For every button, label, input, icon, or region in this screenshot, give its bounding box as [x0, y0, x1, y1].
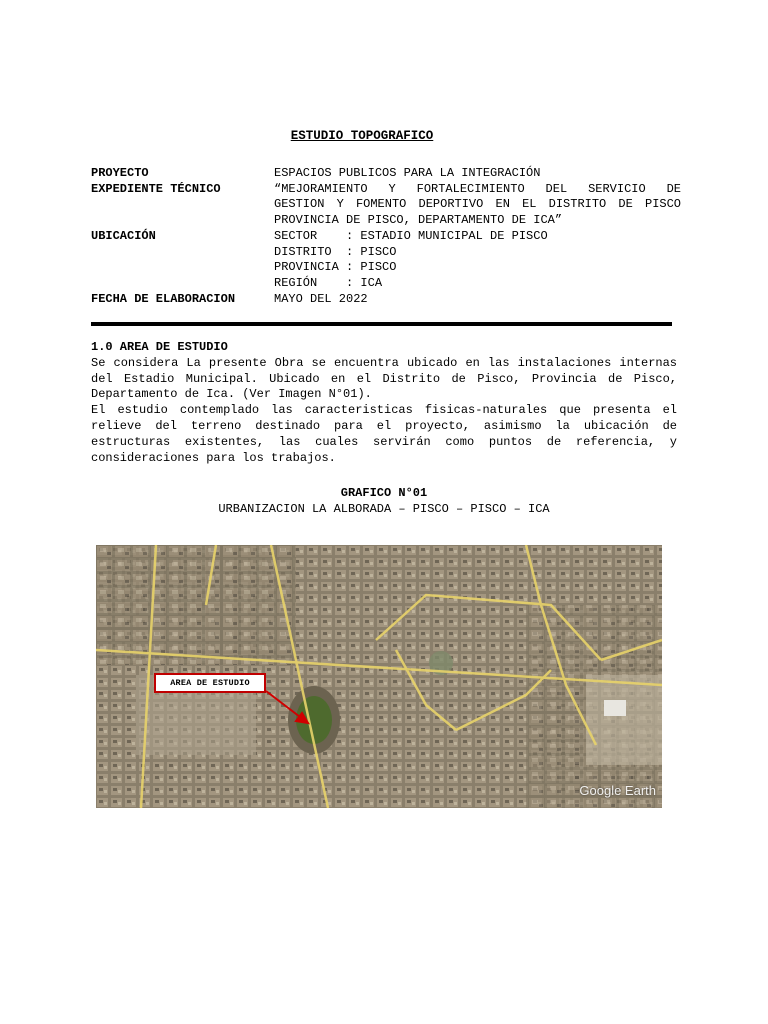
meta-value: [274, 182, 681, 229]
meta-label: UBICACIÓN: [91, 228, 156, 243]
section-area-estudio: [91, 340, 677, 466]
meta-label: FECHA DE ELABORACION: [91, 291, 236, 306]
google-earth-watermark: Google Earth: [579, 783, 656, 798]
meta-line: PROVINCIA DE PISCO, DEPARTAMENTO DE ICA”: [274, 213, 563, 228]
paragraph: Se considera La presente Obra se encuentra ubicado en las instalaciones internas del Estadio Municipal. Ubicado en el Distrito de Pisco, Provincia de Pisco, Departamento de Ica. (Ver Imagen N°01).: [91, 355, 677, 402]
document-title: ESTUDIO TOPOGRAFICO: [290, 129, 434, 143]
meta-row-ubicacion: [91, 229, 681, 292]
project-metadata: [91, 166, 681, 307]
meta-line: DISTRITO : PISCO: [274, 244, 397, 259]
meta-line: “MEJORAMIENTO Y FORTALECIMIENTO DEL SERVICIO DE: [274, 181, 681, 196]
section-divider: [91, 322, 672, 326]
meta-row-project: [91, 166, 681, 182]
meta-value: [274, 292, 681, 308]
meta-line: ESPACIOS PUBLICOS PARA LA INTEGRACIÓN: [274, 166, 541, 180]
meta-line: SECTOR : ESTADIO MUNICIPAL DE PISCO: [274, 228, 548, 243]
meta-line: PROVINCIA : PISCO: [274, 260, 397, 275]
meta-row-fecha: [91, 292, 681, 308]
meta-label: PROYECTO: [91, 166, 149, 180]
figure-title: GRAFICO N°01: [340, 486, 428, 500]
meta-label: EXPEDIENTE TÉCNICO: [91, 181, 221, 196]
meta-value: [274, 229, 681, 292]
meta-row-expediente: [91, 182, 681, 229]
meta-line: REGIÓN : ICA: [274, 275, 383, 290]
paragraph: El estudio contemplado las caracteristicas fisicas-naturales que presenta el relieve del terreno destinado para el proyecto, asimismo la ubicación de estructuras existentes, las cuales servirán como puntos de referencia, y consideraciones para los trabajos.: [91, 403, 677, 465]
figure-subtitle: URBANIZACION LA ALBORADA – PISCO – PISCO – ICA: [218, 502, 550, 516]
area-callout-label: AREA DE ESTUDIO: [154, 673, 266, 693]
meta-value: [274, 166, 681, 182]
meta-line: GESTION Y FOMENTO DEPORTIVO EN EL DISTRITO DE PISCO: [274, 197, 681, 212]
meta-line: MAYO DEL 2022: [274, 291, 368, 306]
section-heading: 1.0 AREA DE ESTUDIO: [91, 340, 228, 354]
